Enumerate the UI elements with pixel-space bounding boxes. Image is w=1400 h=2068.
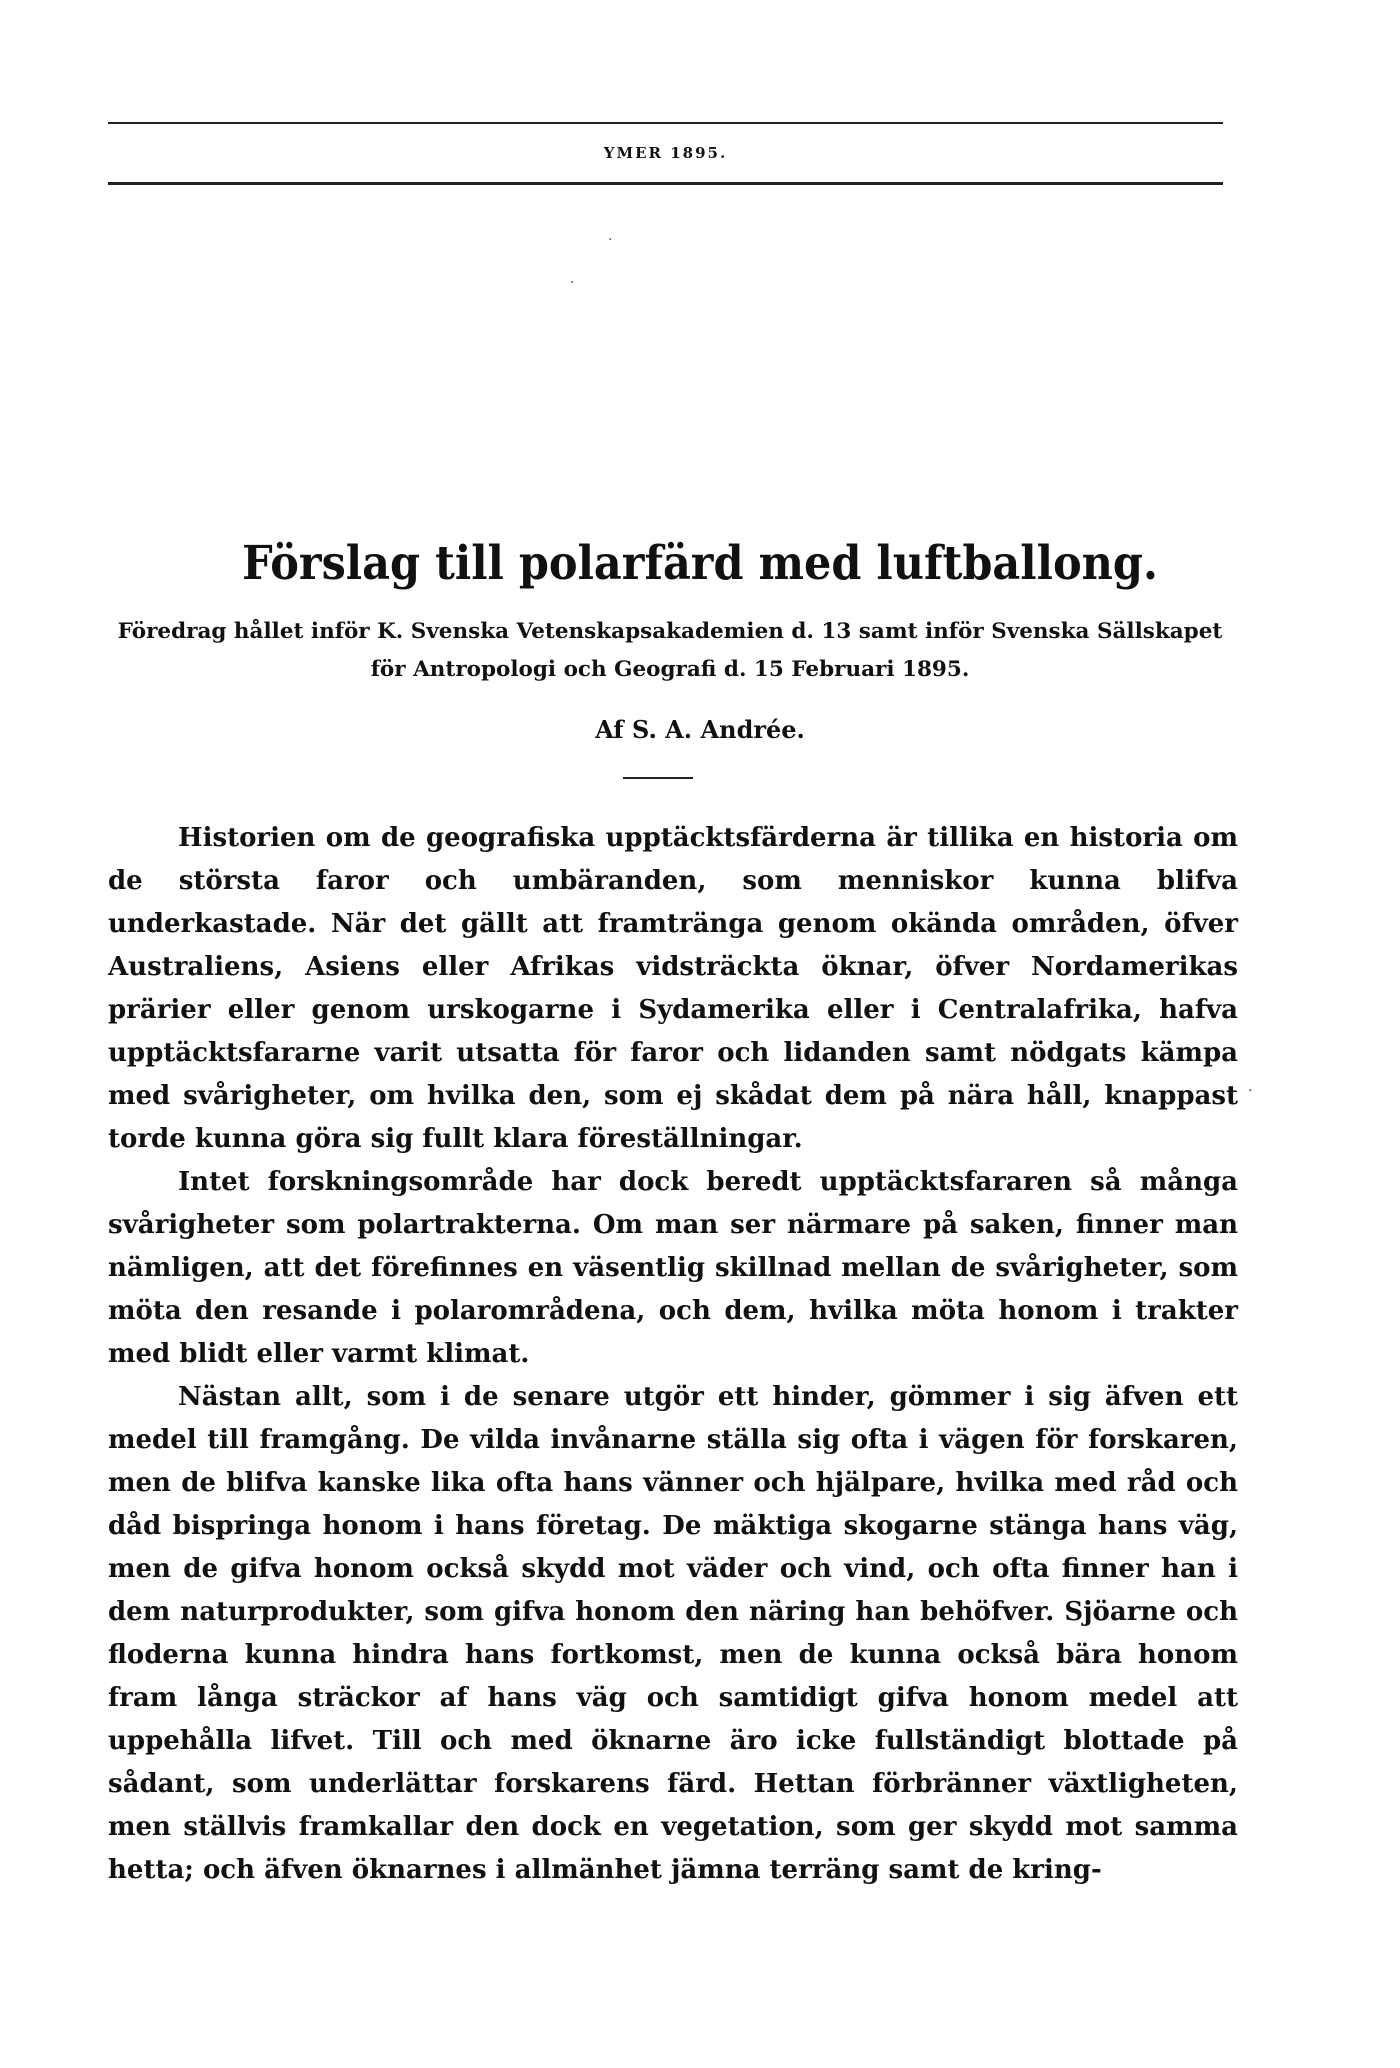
- running-head: YMER 1895.: [603, 144, 728, 162]
- section-divider: [623, 777, 693, 779]
- print-speck: ·: [1248, 1083, 1253, 1099]
- article-title: Förslag till polarfärd med luftballong.: [242, 537, 1158, 591]
- article-author: Af S. A. Andrée.: [595, 715, 805, 744]
- page-header: [108, 122, 1223, 185]
- article-subtitle: Föredrag hållet inför K. Svenska Vetenskapsakademien d. 13 samt inför Svenska Sällskapet för Antropologi och Geografi d. 15 Februari 1895.: [117, 619, 1223, 682]
- paragraph: Nästan allt, som i de senare utgör ett hinder, gömmer i sig äfven ett medel till framgång. De vilda invånarne ställa sig ofta i vägen för forskaren, men de blifva kanske lika ofta hans vänner och hjälpare, hvilka med råd och dåd bispringa honom i hans företag. De mäktiga skogarne stänga hans väg, men de gifva honom också skydd mot väder och vind, och ofta finner han i dem naturprodukter, som gifva honom den näring han behöfver. Sjöarne och floderna kunna hindra hans fortkomst, men de kunna också bära honom fram långa sträckor af hans väg och samtidigt gifva honom medel att uppehålla lifvet. Till och med öknarne äro icke fullständigt blottade på sådant, som underlättar forskarens färd. Hettan förbränner växtligheten, men ställvis framkallar den dock en vegetation, som ger skydd mot samma hetta; och äfven öknarnes i allmänhet jämna terräng samt de kring-: [108, 1382, 1238, 1885]
- paragraph: Historien om de geografiska upptäcktsfärderna är tillika en historia om de största faror och umbäranden, som menniskor kunna blifva underkastade. När det gällt att framtränga genom okända områden, öfver Australiens, Asiens eller Afrikas vidsträckta öknar, öfver Nordamerikas prärier eller genom urskogarne i Sydamerika eller i Centralafrika, hafva upptäcktsfararne varit utsatta för faror och lidanden samt nödgats kämpa med svårigheter, om hvilka den, som ej skådat dem på nära håll, knappast torde kunna göra sig fullt klara föreställningar.: [108, 823, 1238, 1154]
- paragraph: Intet forskningsområde har dock beredt upptäcktsfararen så många svårigheter som polartrakterna. Om man ser närmare på saken, finner man nämligen, att det förefinnes en väsentlig skillnad mellan de svårigheter, som möta den resande i polarområdena, och dem, hvilka möta honom i trakter med blidt eller varmt klimat.: [108, 1167, 1238, 1369]
- print-speck: ·: [608, 232, 613, 248]
- print-speck: ·: [570, 275, 575, 291]
- header-rule-bottom: [108, 182, 1223, 185]
- article-body: [108, 817, 1238, 1892]
